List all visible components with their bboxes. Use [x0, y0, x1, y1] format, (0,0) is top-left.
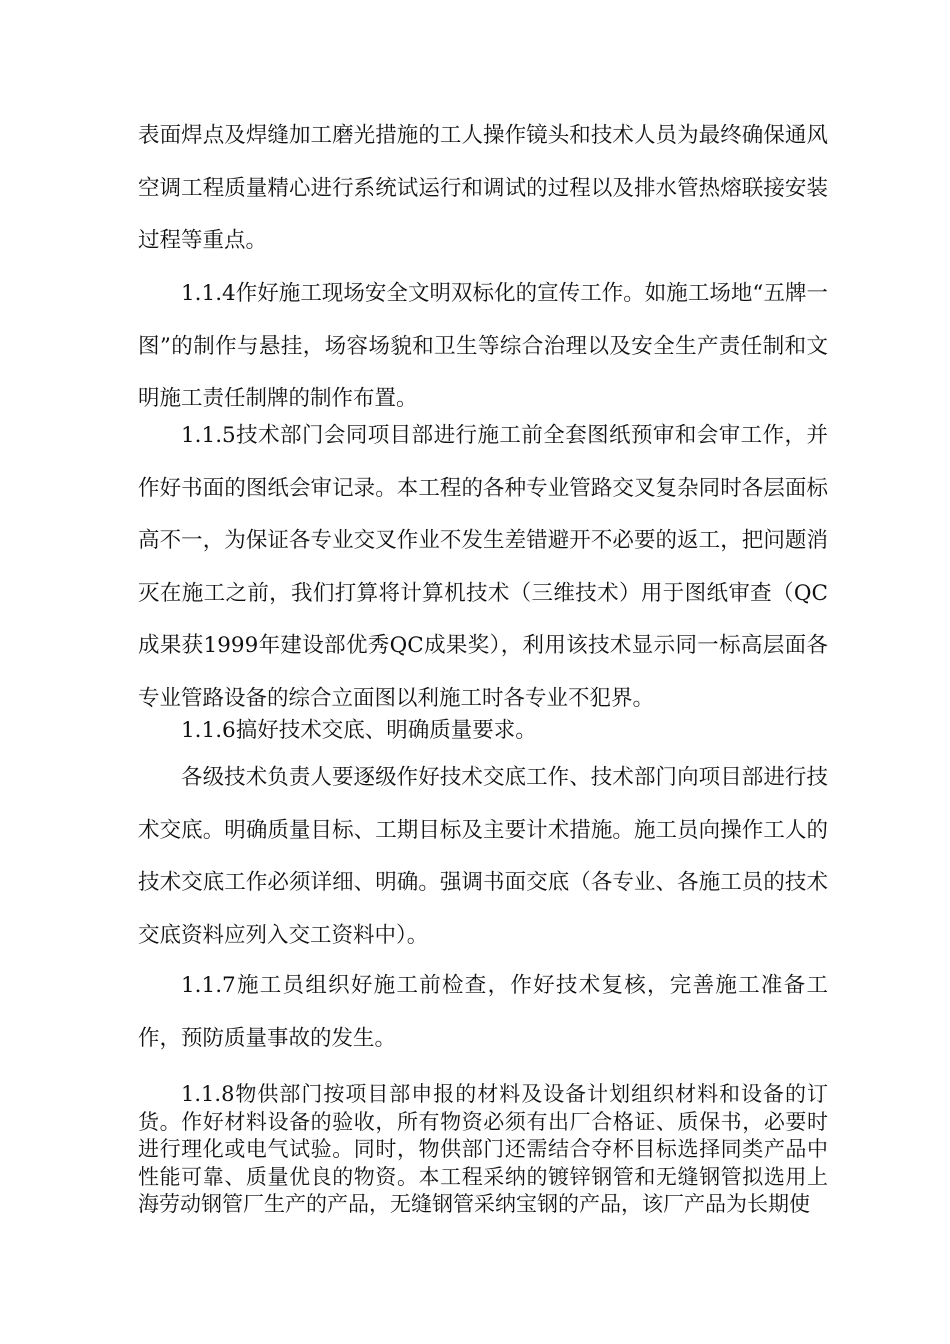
paragraph-1-1-8: 1.1.8物供部门按项目部申报的材料及设备计划组织材料和设备的订货。作好材料设备的验收，所有物资必须有出厂合格证、质保书，必要时进行理化或电气试验。同时，物供部门还需结合夺杯目标选择同类产品中性能可靠、质量优良的物资。本工程采纳的镀锌钢管和无缝钢管拟选用上海劳动钢管厂生产的产品，无缝钢管采纳宝钢的产品，该厂产品为长期使	[138, 1082, 828, 1217]
paragraph-1-1-7: 1.1.7施工员组织好施工前检查，作好技术复核，完善施工准备工作，预防质量事故的发生。	[138, 973, 828, 1051]
paragraph-1-1-5: 1.1.5技术部门会同项目部进行施工前全套图纸预审和会审工作，并作好书面的图纸会审记录。本工程的各种专业管路交叉复杂同时各层面标高不一，为保证各专业交叉作业不发生差错避开不必要的返工，把问题消灭在施工之前，我们打算将计算机技术（三维技术）用于图纸审查（QC成果获1999年建设部优秀QC成果奖），利用该技术显示同一标高层面各专业管路设备的综合立面图以利施工时各专业不犯界。	[138, 423, 828, 711]
paragraph-1-1-6: 1.1.6搞好技术交底、明确质量要求。	[181, 718, 537, 743]
paragraph-technical-briefing: 各级技术负责人要逐级作好技术交底工作、技术部门向项目部进行技术交底。明确质量目标、工期目标及主要计术措施。施工员向操作工人的技术交底工作必须详细、明确。强调书面交底（各专业、各施工员的技术交底资料应列入交工资料中）。	[138, 765, 828, 948]
paragraph-1-1-4: 1.1.4作好施工现场安全文明双标化的宣传工作。如施工场地“五牌一图”的制作与悬挂，场容场貌和卫生等综合治理以及安全生产责任制和文明施工责任制牌的制作布置。	[138, 281, 828, 412]
paragraph-continuation: 表面焊点及焊缝加工磨光措施的工人操作镜头和技术人员为最终确保通风空调工程质量精心进行系统试运行和调试的过程以及排水管热熔联接安装过程等重点。	[138, 123, 828, 254]
